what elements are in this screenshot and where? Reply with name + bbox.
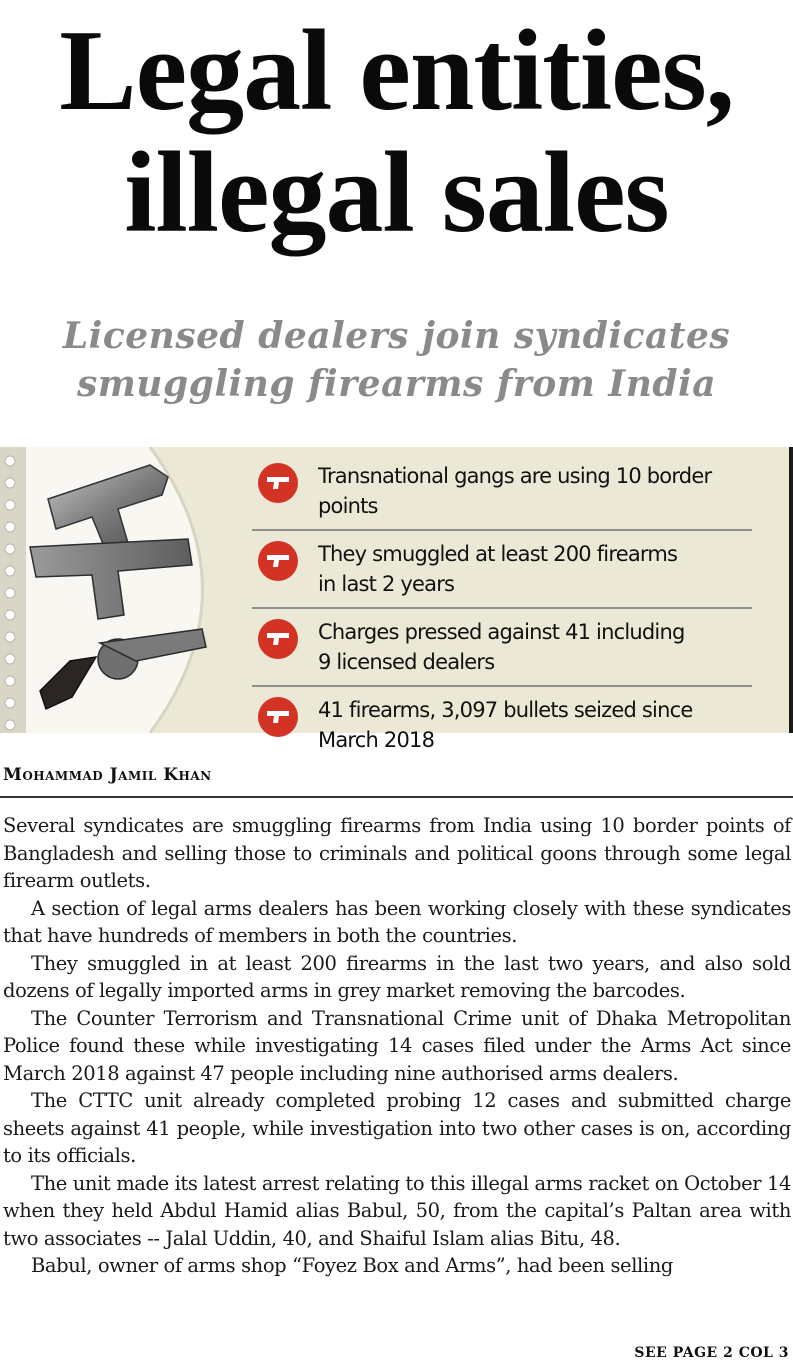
gun-icon [258, 697, 298, 737]
subheadline [0, 312, 793, 408]
highlight-text: Transnational gangs are using 10 border points [318, 464, 712, 518]
paragraph: The unit made its latest arrest relating to this illegal arms racket on October 14 when they held Abdul Hamid alias Babul, 50, from the capital’s Paltan area with two associates -- Jalal Uddin, 40, and Shaiful Islam alias Bitu, 48. [3, 1171, 791, 1250]
panel-divider [789, 447, 793, 733]
paragraph: They smuggled in at least 200 firearms in the last two years, and also sold dozens of legally imported arms in grey market removing the barcodes. [3, 951, 791, 1002]
highlights-panel [0, 447, 790, 752]
highlight-item [252, 531, 752, 609]
paragraph: The CTTC unit already completed probing 12 cases and submitted charge sheets against 41 people, while investigation into two other cases is on, according to its officials. [3, 1089, 791, 1167]
subheadline-line-2: smuggling firearms from India [76, 363, 717, 405]
paragraph: A section of legal arms dealers has been working closely with these syndicates that have hundreds of members in both the countries. [3, 896, 791, 947]
highlight-text: They smuggled at least 200 firearms in last 2 years [318, 542, 678, 596]
paragraph: Several syndicates are smuggling firearms from India using 10 border points of Bangladesh and selling those to criminals and political goons through some legal firearm outlets. [3, 814, 791, 892]
byline: Mohammad Jamil Khan [3, 765, 212, 785]
gun-icon [258, 463, 298, 503]
headline-line-1: Legal entities, [59, 7, 734, 135]
subheadline-line-1: Licensed dealers join syndicates [62, 315, 731, 357]
paragraph: The Counter Terrorism and Transnational Crime unit of Dhaka Metropolitan Police found these while investigating 14 cases filed under the Arms Act since March 2018 against 47 people including nine authorised arms dealers. [3, 1006, 791, 1085]
highlight-text: 41 firearms, 3,097 bullets seized since March 2018 [318, 698, 693, 752]
highlights-list [252, 453, 752, 763]
paragraph: Babul, owner of arms shop “Foyez Box and Arms”, had been selling [31, 1254, 673, 1277]
firearms-photo [0, 447, 248, 733]
highlight-item [252, 609, 752, 687]
article-body [3, 812, 791, 1280]
highlight-text: Charges pressed against 41 including 9 licensed dealers [318, 620, 685, 674]
gun-icon [258, 541, 298, 581]
highlight-item [252, 453, 752, 531]
headline-line-2: illegal sales [124, 129, 669, 257]
highlight-item [252, 687, 752, 763]
byline-divider [0, 796, 793, 798]
continuation-note: SEE PAGE 2 COL 3 [634, 1345, 789, 1361]
gun-icon [258, 619, 298, 659]
headline [0, 7, 793, 257]
